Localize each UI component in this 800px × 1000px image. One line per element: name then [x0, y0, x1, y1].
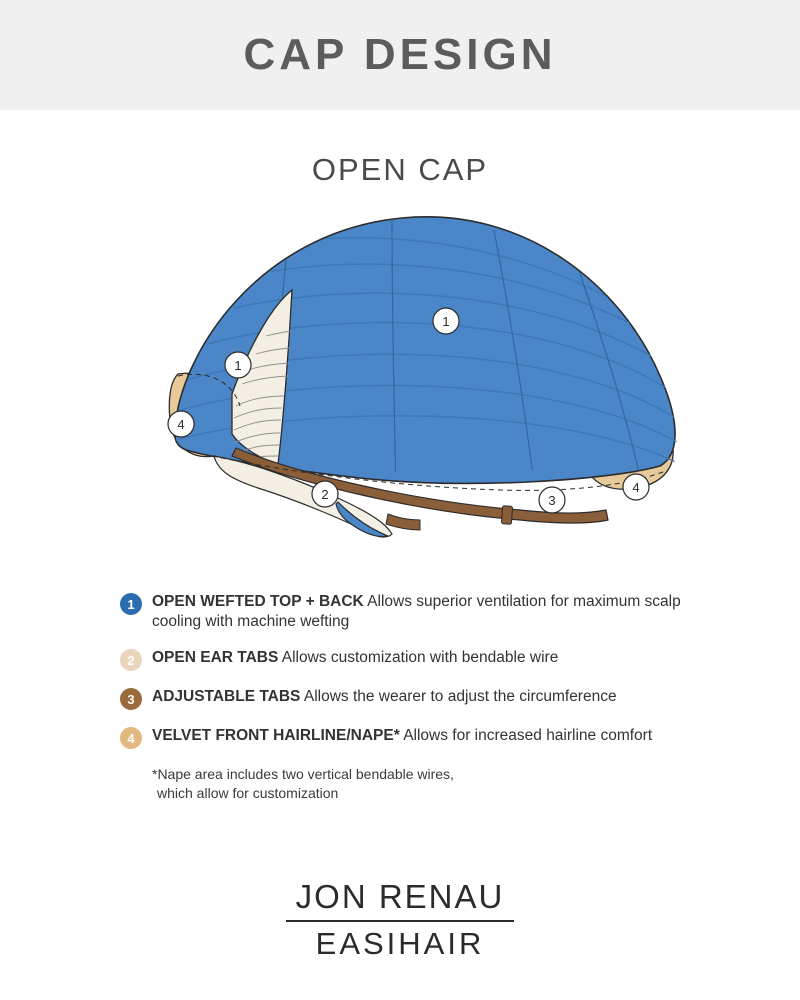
- marker-1-left-label: 1: [234, 358, 242, 373]
- legend-footnote: [152, 765, 770, 803]
- strap-buckle: [501, 506, 512, 525]
- legend-body-1: [152, 592, 712, 632]
- legend-title-1: OPEN WEFTED TOP + BACK: [152, 593, 364, 610]
- brand-lockup: [0, 878, 800, 962]
- cap-illustration: [0, 194, 800, 574]
- marker-3-label: 3: [548, 493, 556, 508]
- legend-body-3: [152, 687, 617, 707]
- legend-desc-4: Allows for increased hairline comfort: [403, 727, 653, 745]
- legend-body-2: [152, 648, 558, 668]
- marker-4-right-label: 4: [632, 480, 640, 495]
- legend-item-3: [120, 687, 770, 710]
- legend-title-2: OPEN EAR TABS: [152, 649, 279, 667]
- legend-list: [0, 592, 800, 803]
- legend-title-4: VELVET FRONT HAIRLINE/NAPE*: [152, 727, 400, 745]
- brand-subname: EASIHAIR: [315, 926, 485, 961]
- legend-badge-2: 2: [120, 649, 142, 671]
- legend-body-4: [152, 726, 652, 746]
- marker-1-right-label: 1: [442, 314, 450, 329]
- legend-title-3: ADJUSTABLE TABS: [152, 688, 301, 706]
- brand-name: JON RENAU: [295, 878, 505, 915]
- legend-desc-2: Allows customization with bendable wire: [281, 649, 559, 667]
- marker-2-label: 2: [321, 487, 329, 502]
- legend-badge-3: 3: [120, 688, 142, 710]
- strap-connector: [386, 514, 420, 530]
- section-subtitle: OPEN CAP: [311, 152, 489, 187]
- legend-footnote-line2: which allow for customization: [157, 785, 339, 802]
- page-header: [0, 0, 800, 110]
- page-title: CAP DESIGN: [243, 30, 557, 79]
- legend-badge-4: 4: [120, 727, 142, 749]
- legend-badge-1: 1: [120, 593, 142, 615]
- marker-4-left-label: 4: [177, 417, 185, 432]
- legend-item-1: [120, 592, 770, 632]
- brand-divider: [286, 920, 514, 922]
- legend-desc-1: Allows superior ventilation for maximum scalp cooling with machine wefting: [152, 593, 681, 631]
- legend-footnote-line1: *Nape area includes two vertical bendable wires,: [152, 766, 454, 783]
- legend-item-4: [120, 726, 770, 749]
- legend-desc-3: Allows the wearer to adjust the circumference: [303, 688, 617, 706]
- legend-item-2: [120, 648, 770, 671]
